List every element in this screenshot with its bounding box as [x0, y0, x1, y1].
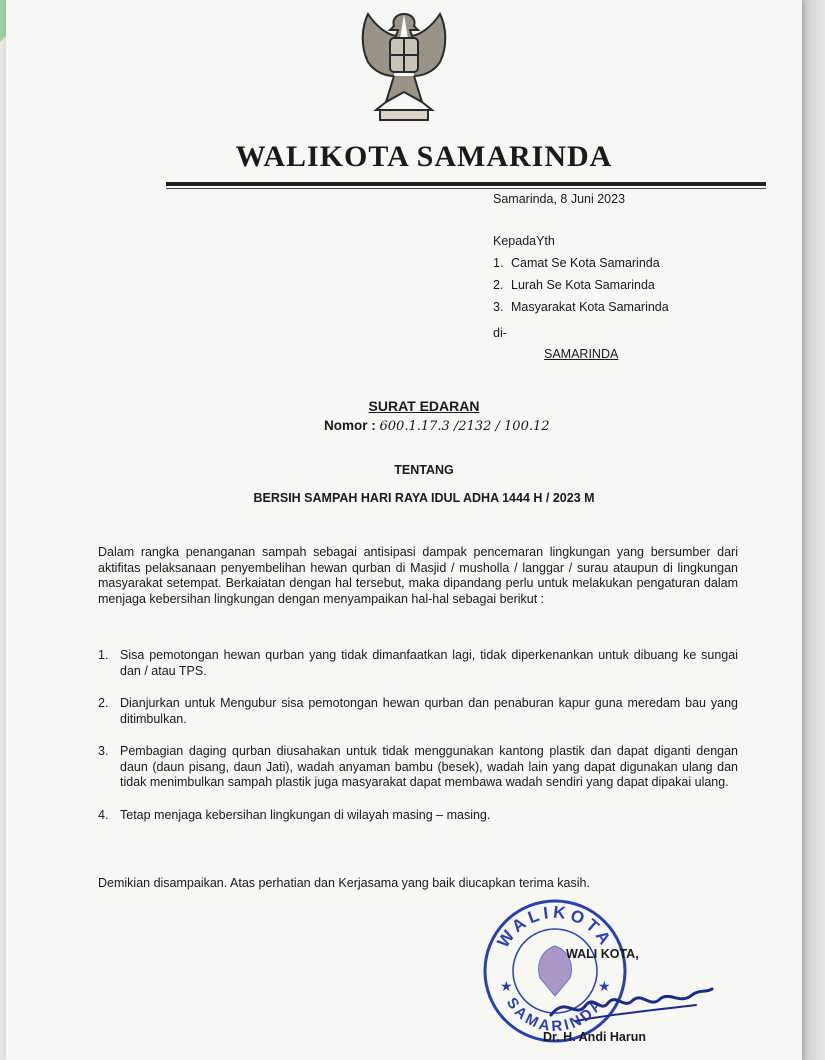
item-text: Tetap menjaga kebersihan lingkungan di wilayah masing – masing. [120, 807, 491, 822]
circular-heading: SURAT EDARAN [368, 398, 480, 414]
recipient-list [493, 252, 669, 318]
list-item [98, 744, 738, 791]
signatory-title: WALI KOTA, [566, 947, 639, 961]
recipient-number: 3. [493, 300, 504, 314]
garuda-emblem-icon [346, 6, 462, 128]
recipient-item [493, 274, 669, 296]
circular-subject: BERSIH SAMPAH HARI RAYA IDUL ADHA 1444 H / 2023 M [253, 491, 595, 505]
handwritten-signature-icon [546, 975, 716, 1035]
letterhead-rule-thin [166, 188, 766, 189]
svg-text:WALIKOTA: WALIKOTA [493, 902, 617, 952]
recipient-name: Camat Se Kota Samarinda [511, 256, 660, 270]
list-item [98, 648, 738, 679]
list-item [98, 696, 738, 727]
letterhead-title: WALIKOTA SAMARINDA [235, 140, 613, 173]
intro-paragraph: Dalam rangka penanganan sampah sebagai antisipasi dampak pencemaran lingkungan yang bersumber dari aktifitas pelaksanaan penyembelihan hewan qurban di Masjid / musholla / langgar / surau ataupun di lingkungan masyarakat setempat. Berkaiatan dengan hal tersebut, maka dipandang perlu untuk melakukan pengaturan dalam menjaga kebersihan lingkungan dengan menyampaikan hal-hal sebagai berikut : [98, 545, 738, 606]
item-number: 4. [98, 807, 109, 822]
circular-number [324, 418, 550, 434]
instruction-list [98, 648, 738, 840]
place-date: Samarinda, 8 Juni 2023 [493, 192, 626, 206]
svg-text:★: ★ [598, 978, 611, 994]
list-item [98, 808, 738, 824]
svg-text:SAMARINDA: SAMARINDA [502, 994, 608, 1036]
recipient-name: Masyarakat Kota Samarinda [511, 300, 669, 314]
item-text: Pembagian daging qurban diusahakan untuk tidak menggunakan kantong plastik dan dapat diganti dengan daun (daun pisang, daun Jati), wadah anyaman bambu (besek), wadah lain yang dapat digunakan ulang dan tidak menimbulkan sampah plastik juga masyarakat dapat membawa wadah sendiri yang dapat dipakai ulang. [120, 744, 738, 789]
scan-edge [802, 0, 825, 1060]
di-label: di- [493, 326, 507, 340]
item-number: 3. [98, 744, 109, 758]
recipient-number: 2. [493, 278, 504, 292]
closing-paragraph: Demikian disampaikan. Atas perhatian dan Kerjasama yang baik diucapkan terima kasih. [98, 876, 590, 890]
nomor-label: Nomor : [324, 418, 380, 433]
addressee-label: KepadaYth [493, 234, 555, 248]
destination-city: SAMARINDA [544, 347, 619, 361]
recipient-item [493, 252, 669, 274]
item-number: 2. [98, 696, 109, 710]
letter-page [6, 0, 802, 1060]
recipient-name: Lurah Se Kota Samarinda [511, 278, 655, 292]
recipient-number: 1. [493, 256, 504, 270]
signatory-name: Dr. H. Andi Harun [543, 1030, 647, 1044]
recipient-item [493, 296, 669, 318]
item-text: Sisa pemotongan hewan qurban yang tidak dimanfaatkan lagi, tidak diperkenankan untuk dibuang ke sungai dan / atau TPS. [120, 648, 738, 678]
item-text: Dianjurkan untuk Mengubur sisa pemotongan hewan qurban dan penaburan kapur guna meredam bau yang ditimbulkan. [120, 696, 738, 726]
tentang-label: TENTANG [394, 463, 454, 477]
letterhead-rule-thick [166, 182, 766, 186]
svg-text:★: ★ [500, 978, 513, 994]
nomor-value: 600.1.17.3 /2132 / 100.12 [379, 419, 550, 434]
item-number: 1. [98, 648, 109, 662]
